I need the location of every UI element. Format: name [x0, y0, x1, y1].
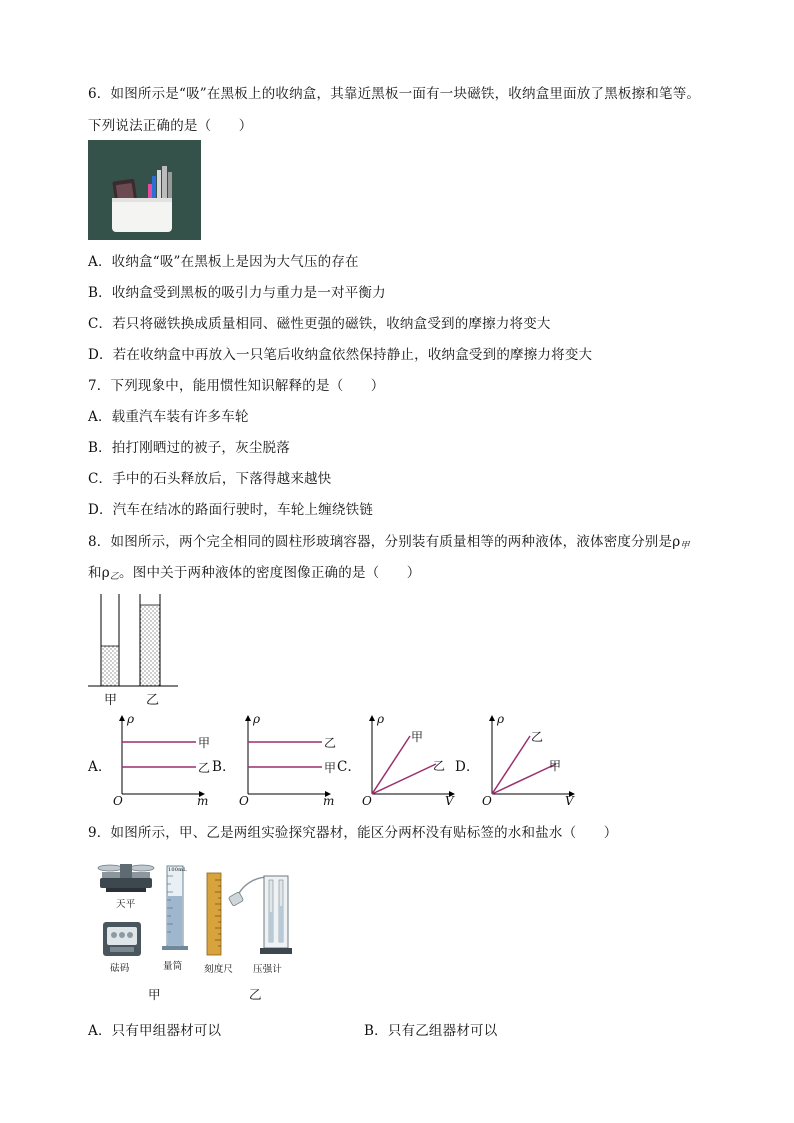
q7-option-a: A．载重汽车装有许多车轮: [88, 409, 249, 425]
graduated-cylinder-icon: [160, 862, 190, 952]
label-cylinder: 量筒: [163, 961, 183, 972]
q7-option-d: D．汽车在结冰的路面行驶时，车轮上缠绕铁链: [88, 502, 374, 518]
q6-stem-line1: 6．如图所示是“吸”在黑板上的收纳盒，其靠近黑板一面有一块磁铁，收纳盒里面放了黑板擦和笔等。: [88, 86, 701, 102]
q6-stem-line2: 下列说法正确的是（ ）: [88, 118, 253, 134]
q8-containers-figure: [88, 590, 178, 710]
ruler-icon: [206, 872, 222, 956]
q8-sub-jia: 甲: [680, 541, 690, 551]
label-pressure-gauge: 压强计: [253, 964, 283, 975]
balance-icon: [96, 860, 156, 896]
container-yi-liquid: [140, 605, 160, 686]
q9-option-a: A．只有甲组器材可以: [88, 1023, 222, 1039]
graph-a-origin-label: O: [113, 794, 124, 808]
graph-a-y-axis-label: ρ: [127, 712, 135, 726]
q6-option-c: C．若只将磁铁换成质量相同、磁性更强的磁铁，收纳盒受到的摩擦力将变大: [88, 316, 551, 332]
q8-stem-line1: [88, 530, 690, 551]
graph-b-origin-label: O: [239, 794, 250, 808]
container-jia-liquid: [101, 646, 119, 686]
q9-option-b: B．只有乙组器材可以: [364, 1023, 498, 1039]
q8-option-d-letter: D．: [455, 759, 480, 775]
graph-c-y-axis-label: ρ: [377, 712, 385, 726]
q9-stem: 9．如图所示，甲、乙是两组实验探究器材，能区分两杯没有贴标签的水和盐水（ ）: [88, 825, 618, 841]
q8-container-label-jia: 甲: [104, 693, 118, 708]
q6-blackboard-photo: [88, 140, 201, 240]
label-weights: 砝码: [110, 963, 130, 974]
q8-option-c-letter: C．: [337, 759, 362, 775]
graph-c-steep-label: 甲: [411, 730, 424, 744]
group-label-jia: 甲: [148, 987, 161, 1002]
q8-sub-yi: 乙: [109, 572, 120, 582]
graph-d-steep-label: 乙: [531, 730, 544, 744]
q7-option-b: B．拍打刚晒过的被子，灰尘脱落: [88, 440, 290, 456]
q8-option-a-letter: A．: [88, 759, 112, 775]
group-label-yi: 乙: [249, 987, 262, 1002]
graph-d-shallow-label: 甲: [549, 759, 562, 773]
cylinder-mark: 100mL: [168, 867, 187, 873]
q8-option-b-letter: B．: [212, 759, 236, 775]
graph-a-lower-label: 乙: [198, 761, 211, 775]
q6-option-b: B．收纳盒受到黑板的吸引力与重力是一对平衡力: [88, 285, 386, 301]
weights-box-icon: [102, 918, 142, 958]
graph-a-upper-label: 甲: [198, 736, 211, 750]
graph-b-upper-label: 乙: [324, 736, 337, 750]
graph-d-origin-label: O: [482, 794, 493, 808]
graph-c-origin-label: O: [362, 794, 373, 808]
graph-b-y-axis-label: ρ: [253, 712, 261, 726]
q6-option-d: D．若在收纳盒中再放入一只笔后收纳盒依然保持静止，收纳盒受到的摩擦力将变大: [88, 347, 593, 363]
pressure-gauge-icon: [228, 866, 292, 958]
graph-a-x-axis-label: m: [197, 794, 209, 808]
q8-stem-line2: [88, 561, 420, 582]
q8-container-label-yi: 乙: [146, 693, 160, 708]
q8-stem-text-c: 。图中关于两种液体的密度图像正确的是（ ）: [119, 565, 421, 581]
graph-d-y-axis-label: ρ: [497, 712, 505, 726]
label-balance: 天平: [116, 899, 136, 910]
graph-c-x-axis-label: V: [445, 794, 454, 808]
q8-stem-text: 8．如图所示，两个完全相同的圆柱形玻璃容器，分别装有质量相等的两种液体，液体密度分别是ρ: [88, 534, 681, 550]
graph-b-x-axis-label: m: [323, 794, 335, 808]
graph-b-lower-label: 甲: [324, 761, 337, 775]
graph-d-x-axis-label: V: [565, 794, 574, 808]
label-ruler: 刻度尺: [204, 964, 234, 975]
q6-option-a: A．收纳盒“吸”在黑板上是因为大气压的存在: [88, 254, 359, 270]
graph-c-shallow-label: 乙: [433, 759, 446, 773]
q8-stem-text-b: 和ρ: [88, 565, 110, 581]
q7-option-c: C．手中的石头释放后，下落得越来越快: [88, 471, 332, 487]
q7-stem: 7．下列现象中，能用惯性知识解释的是（ ）: [88, 378, 385, 394]
